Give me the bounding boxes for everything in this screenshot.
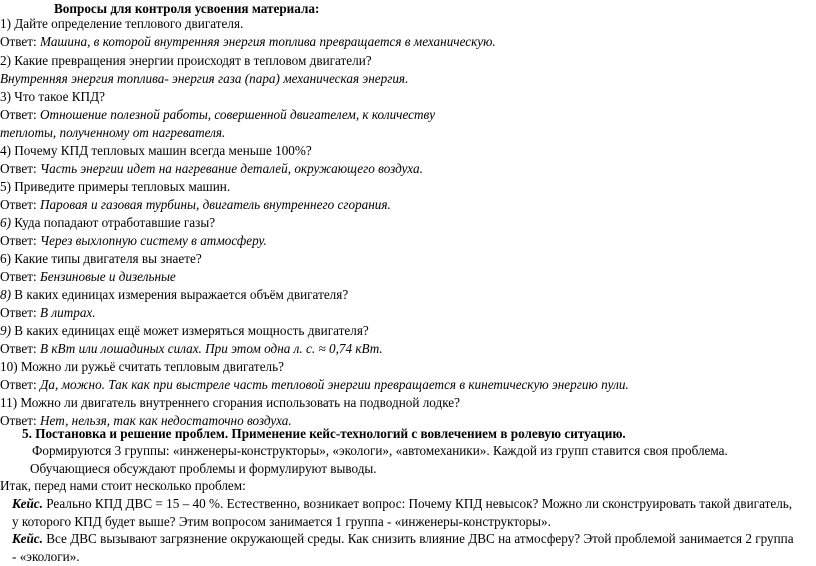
answer-10 [0, 376, 629, 394]
case-1-line-1 [0, 495, 792, 513]
section-5-title: 5. Постановка и решение проблем. Применение кейс-технологий с вовлечением в ролевую ситуацию. [22, 426, 626, 441]
question-8 [0, 286, 348, 304]
question-6a [0, 214, 215, 232]
question-number: 6) [0, 215, 11, 230]
answer-text: Машина, в которой внутренняя энергия топлива превращается в механическую. [36, 34, 496, 49]
section-5-paragraph-1: Формируются 3 группы: «инженеры-конструкторы», «экологи», «автомеханики». Каждой из групп ставится своя проблема. [32, 443, 728, 458]
question-text: Куда попадают отработавшие газы? [11, 215, 216, 230]
answer-5 [0, 196, 391, 214]
answer-label: Ответ: [0, 305, 37, 320]
answer-8 [0, 304, 96, 322]
case-text: Реально КПД ДВС = 15 – 40 %. Естественно, возникает вопрос: Почему КПД невысок? Можно ли сконструировать такой двигатель, [42, 496, 793, 511]
question-6b: 6) Какие типы двигателя вы знаете? [0, 251, 202, 266]
answer-6a [0, 232, 267, 250]
question-number: 8) [0, 287, 11, 302]
question-2: 2) Какие превращения энергии происходят в тепловом двигатели? [0, 53, 372, 68]
case-label: Кейс. [12, 496, 43, 511]
question-text: В каких единицах ещё может измеряться мощность двигателя? [11, 323, 369, 338]
answer-label: Ответ: [0, 161, 37, 176]
answer-text: Через выхлопную систему в атмосферу. [36, 233, 267, 248]
case-1-line-2: у которого КПД будет выше? Этим вопросом занимается 1 группа - «инженеры-конструкторы». [12, 514, 551, 529]
question-5: 5) Приведите примеры тепловых машин. [0, 179, 231, 194]
question-4: 4) Почему КПД тепловых машин всегда меньше 100%? [0, 143, 312, 158]
question-11: 11) Можно ли двигатель внутреннего сгорания использовать на подводной лодке? [0, 395, 460, 410]
answer-text: Бензиновые и дизельные [36, 269, 176, 284]
answer-text: В кВт или лошадиных силах. При этом одна л. с. ≈ 0,74 кВт. [36, 341, 383, 356]
answer-label: Ответ: [0, 377, 37, 392]
answer-label: Ответ: [0, 233, 37, 248]
answer-label: Ответ: [0, 341, 37, 356]
answer-label: Ответ: [0, 269, 37, 284]
answer-6b [0, 268, 176, 286]
question-number: 9) [0, 323, 11, 338]
question-text: В каких единицах измерения выражается объём двигателя? [11, 287, 349, 302]
section-5-paragraph-3: Итак, перед нами стоит несколько проблем: [0, 478, 246, 493]
case-text: Все ДВС вызывают загрязнение окружающей среды. Как снизить влияние ДВС на атмосферу? Этой проблемой занимается 2 группа [42, 531, 794, 546]
case-number [0, 495, 12, 513]
question-3: 3) Что такое КПД? [0, 89, 105, 104]
answer-4 [0, 160, 423, 178]
question-1: 1) Дайте определение теплового двигателя. [0, 16, 244, 31]
answer-label: Ответ: [0, 413, 37, 428]
answer-text: В литрах. [36, 305, 96, 320]
answer-text: Отношение полезной работы, совершенной двигателем, к количеству [36, 107, 436, 122]
answer-text: Часть энергии идет на нагревание деталей, окружающего воздуха. [36, 161, 423, 176]
section-5-paragraph-2: Обучающиеся обсуждают проблемы и формулируют выводы. [30, 461, 377, 476]
answer-label: Ответ: [0, 197, 37, 212]
answer-2: Внутренняя энергия топлива- энергия газа (пара) механическая энергия. [0, 71, 409, 86]
case-2-line-1 [0, 530, 794, 548]
answer-3-continued: теплоты, полученному от нагревателя. [0, 125, 226, 140]
section-heading: Вопросы для контроля усвоения материала: [54, 1, 320, 16]
answer-label: Ответ: [0, 107, 37, 122]
answer-9 [0, 340, 383, 358]
answer-label: Ответ: [0, 34, 37, 49]
answer-text: Паровая и газовая турбины, двигатель внутреннего сгорания. [36, 197, 391, 212]
case-number [0, 530, 12, 548]
case-label: Кейс. [12, 531, 43, 546]
answer-text: Нет, нельзя, так как недостаточно воздуха. [36, 413, 292, 428]
answer-3 [0, 106, 435, 124]
question-9 [0, 322, 369, 340]
answer-1 [0, 33, 496, 51]
question-10: 10) Можно ли ружьё считать тепловым двигатель? [0, 359, 284, 374]
answer-text: Да, можно. Так как при выстреле часть тепловой энергии превращается в кинетическую энергию пули. [36, 377, 629, 392]
case-2-line-2: - «экологи». [12, 549, 80, 564]
